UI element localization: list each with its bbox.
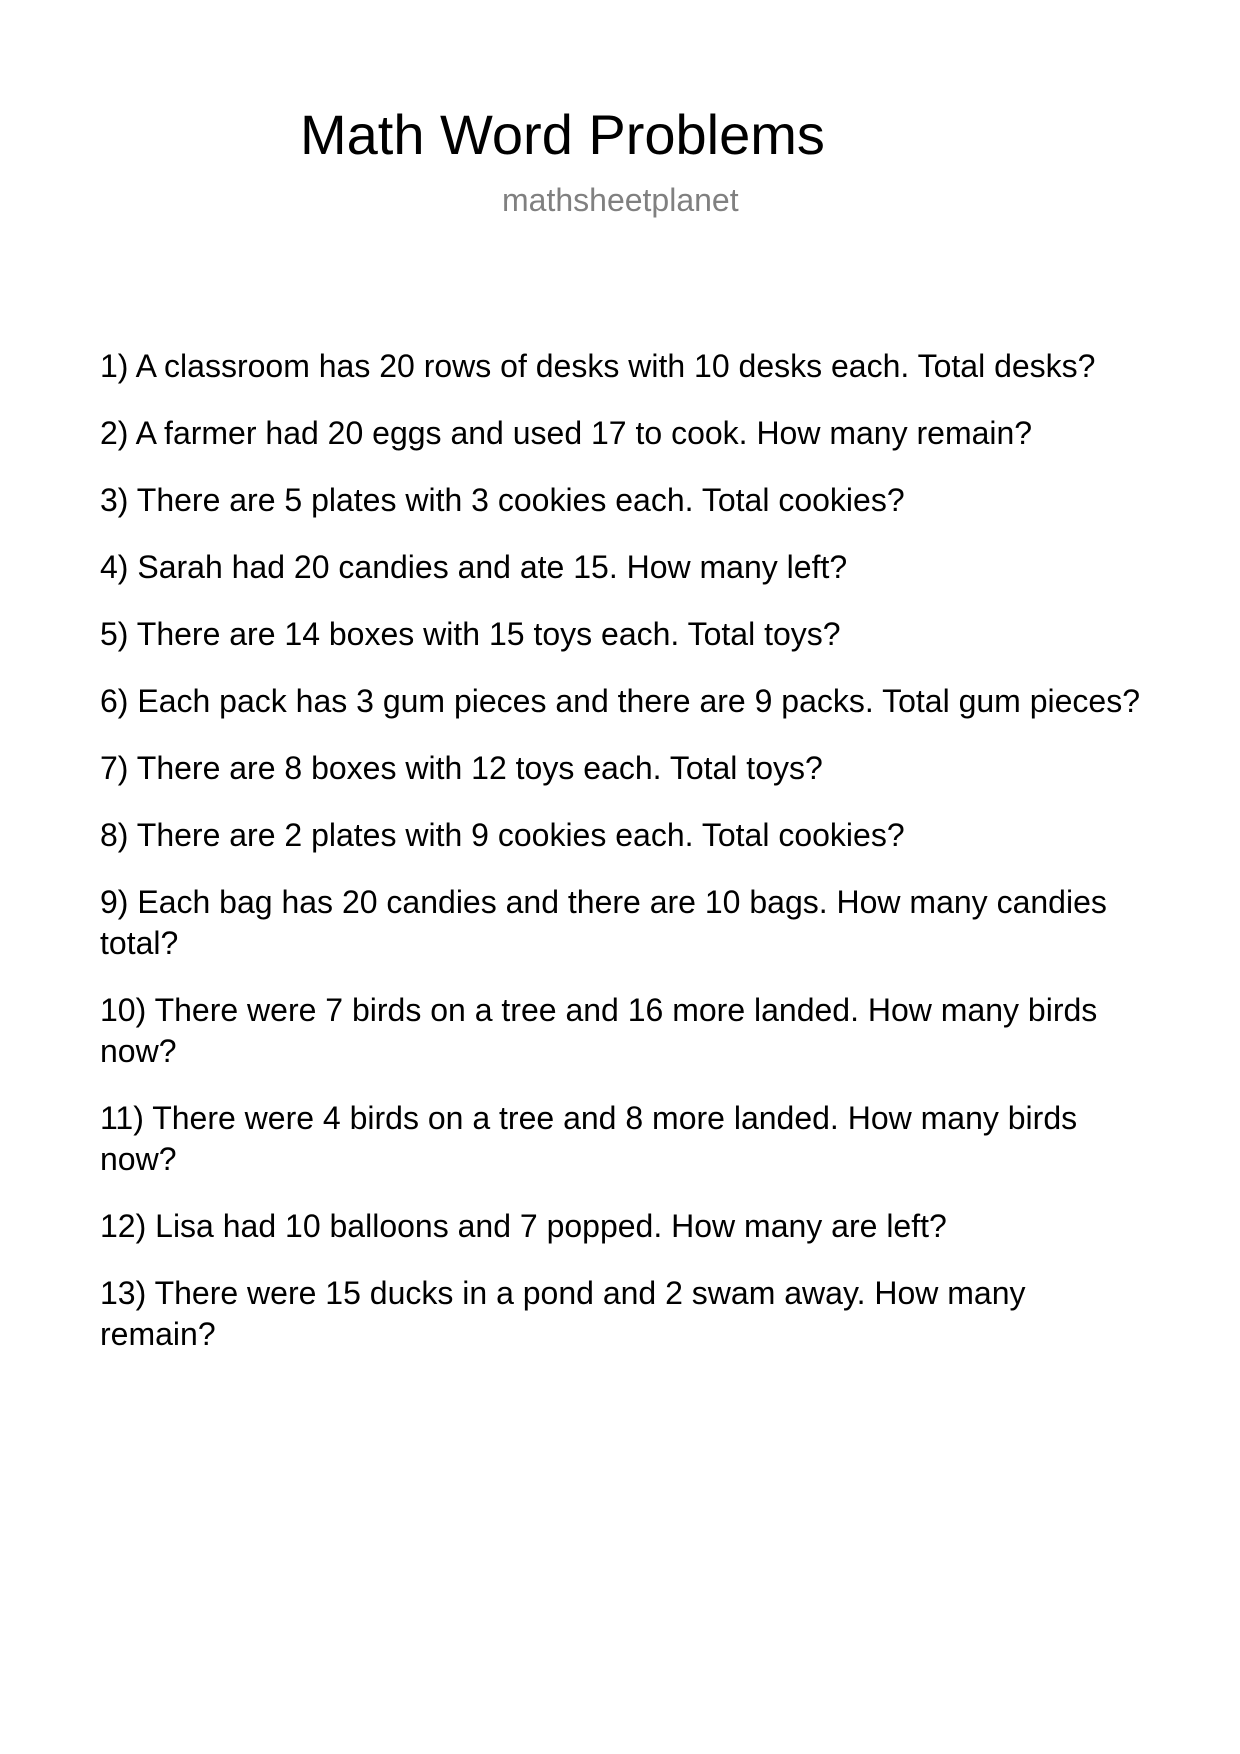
page-subtitle: mathsheetplanet xyxy=(502,182,739,218)
problem-item: 1) A classroom has 20 rows of desks with 10 desks each. Total desks? xyxy=(100,348,1096,384)
problem-item: 2) A farmer had 20 eggs and used 17 to cook. How many remain? xyxy=(100,415,1033,451)
problem-item: 13) There were 15 ducks in a pond and 2 swam away. How many remain? xyxy=(100,1275,1026,1352)
problem-item: 6) Each pack has 3 gum pieces and there are 9 packs. Total gum pieces? xyxy=(100,683,1141,719)
page-title: Math Word Problems xyxy=(300,103,825,166)
problem-item: 3) There are 5 plates with 3 cookies each. Total cookies? xyxy=(100,482,905,518)
problem-item: 5) There are 14 boxes with 15 toys each. Total toys? xyxy=(100,616,841,652)
problem-item: 11) There were 4 birds on a tree and 8 more landed. How many birds now? xyxy=(100,1100,1078,1177)
problem-item: 12) Lisa had 10 balloons and 7 popped. How many are left? xyxy=(100,1208,947,1244)
problem-item: 8) There are 2 plates with 9 cookies each. Total cookies? xyxy=(100,817,905,853)
problem-list xyxy=(100,346,1140,1381)
problem-item: 9) Each bag has 20 candies and there are 10 bags. How many candies total? xyxy=(100,884,1107,961)
problem-item: 10) There were 7 birds on a tree and 16 more landed. How many birds now? xyxy=(100,992,1098,1069)
problem-item: 4) Sarah had 20 candies and ate 15. How many left? xyxy=(100,549,848,585)
problem-item: 7) There are 8 boxes with 12 toys each. Total toys? xyxy=(100,750,823,786)
